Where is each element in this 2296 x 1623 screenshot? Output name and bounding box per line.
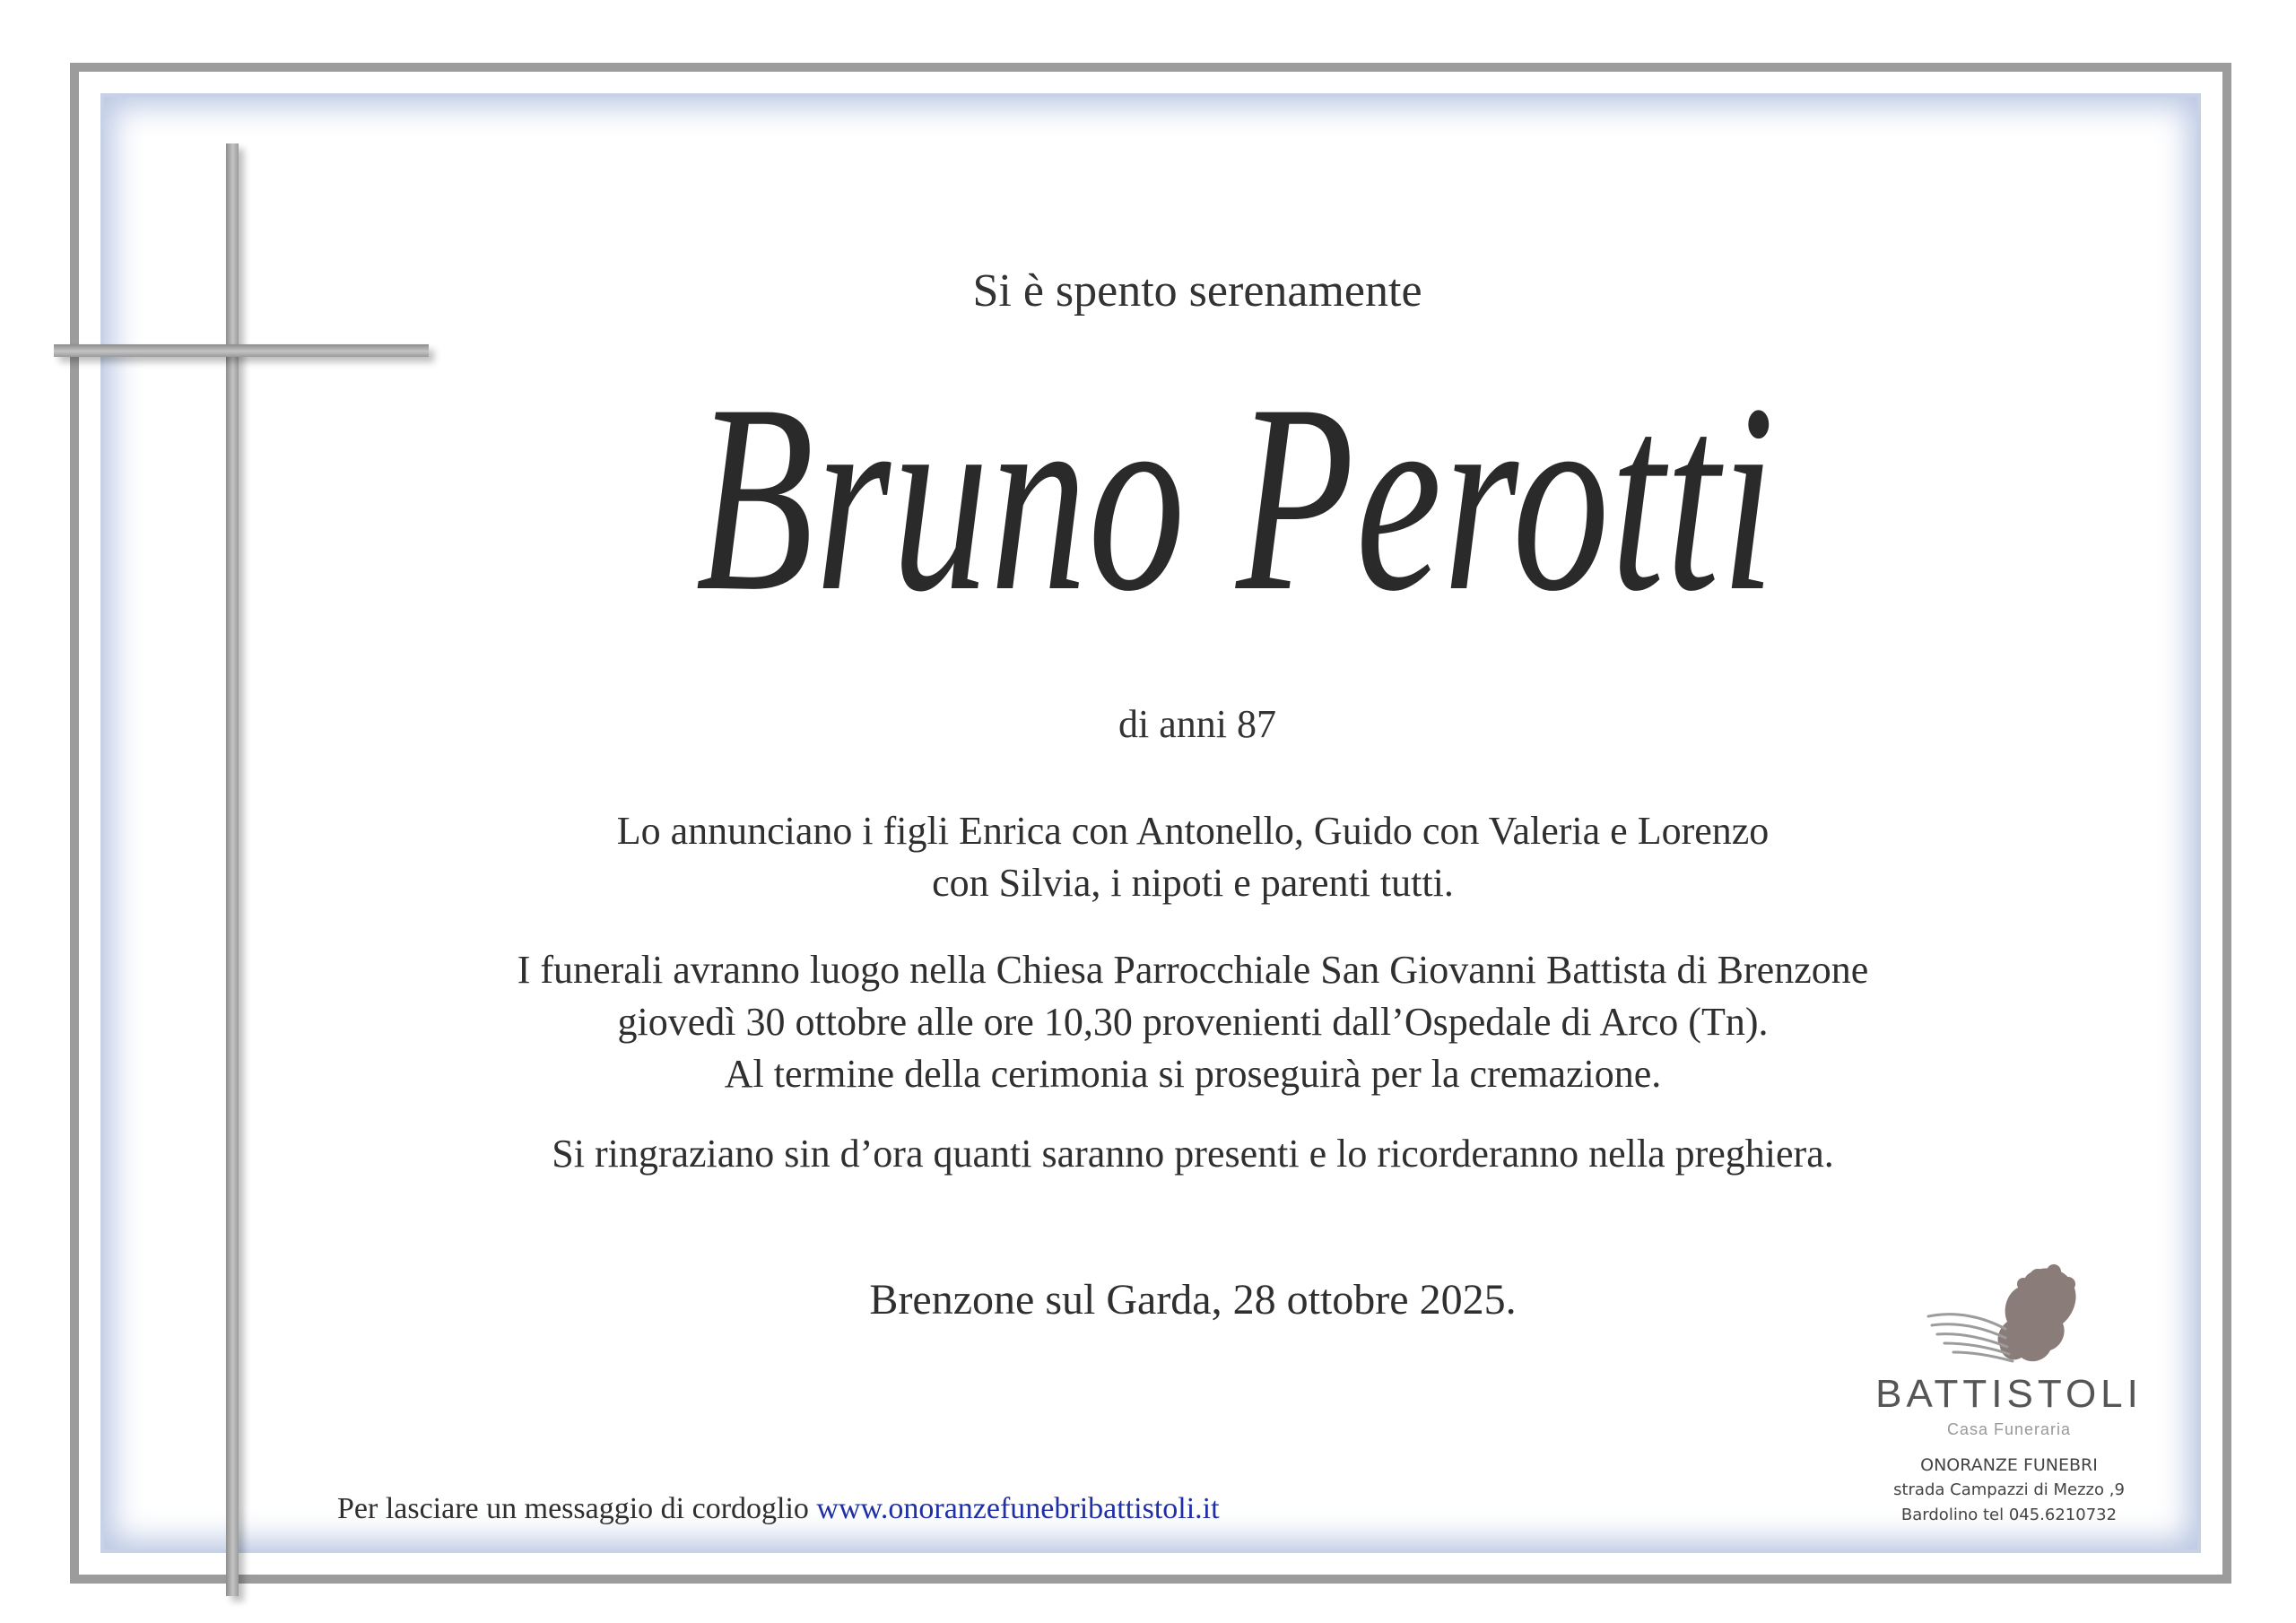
angel-head-logo-icon [1919, 1257, 2090, 1374]
logo-brand-name: BATTISTOLI [1875, 1372, 2143, 1416]
funeral-line: I funerali avranno luogo nella Chiesa Parrocchiale San Giovanni Battista di Brenzone [517, 948, 1869, 992]
cross-icon-vertical-bar [226, 143, 239, 1596]
contact-line: ONORANZE FUNEBRI [1920, 1455, 2098, 1475]
thanks-paragraph: Si ringraziano sin d’ora quanti saranno presenti e lo ricorderanno nella preghiera. [552, 1132, 1834, 1176]
condolence-footer [337, 1492, 1220, 1526]
funeral-line: Al termine della cerimonia si proseguirà per la cremazione. [724, 1052, 1662, 1096]
website-link[interactable]: www.onoranzefunebribattistoli.it [816, 1492, 1220, 1525]
intro-text: Si è spento serenamente [972, 265, 1422, 317]
cross-icon-horizontal-bar [54, 344, 429, 357]
deceased-name: Bruno Perotti [695, 349, 1777, 647]
age-text: di anni 87 [1118, 702, 1276, 746]
announcement-line: con Silvia, i nipoti e parenti tutti. [932, 861, 1454, 905]
contact-line: Bardolino tel 045.6210732 [1900, 1506, 2118, 1524]
contact-line: strada Campazzi di Mezzo ,9 [1893, 1480, 2125, 1499]
announcement-paragraph [305, 805, 2081, 909]
logo-tagline: Casa Funeraria [1946, 1420, 2072, 1438]
place-date: Brenzone sul Garda, 28 ottobre 2025. [869, 1276, 1517, 1324]
announcement-line: Lo annunciano i figli Enrica con Antonello, Guido con Valeria e Lorenzo [616, 809, 1770, 853]
funeral-paragraph [305, 944, 2081, 1100]
funeral-line: giovedì 30 ottobre alle ore 10,30 provenienti dall’Ospedale di Arco (Tn). [617, 1000, 1769, 1044]
condolence-label: Per lasciare un messaggio di cordoglio [337, 1492, 809, 1525]
